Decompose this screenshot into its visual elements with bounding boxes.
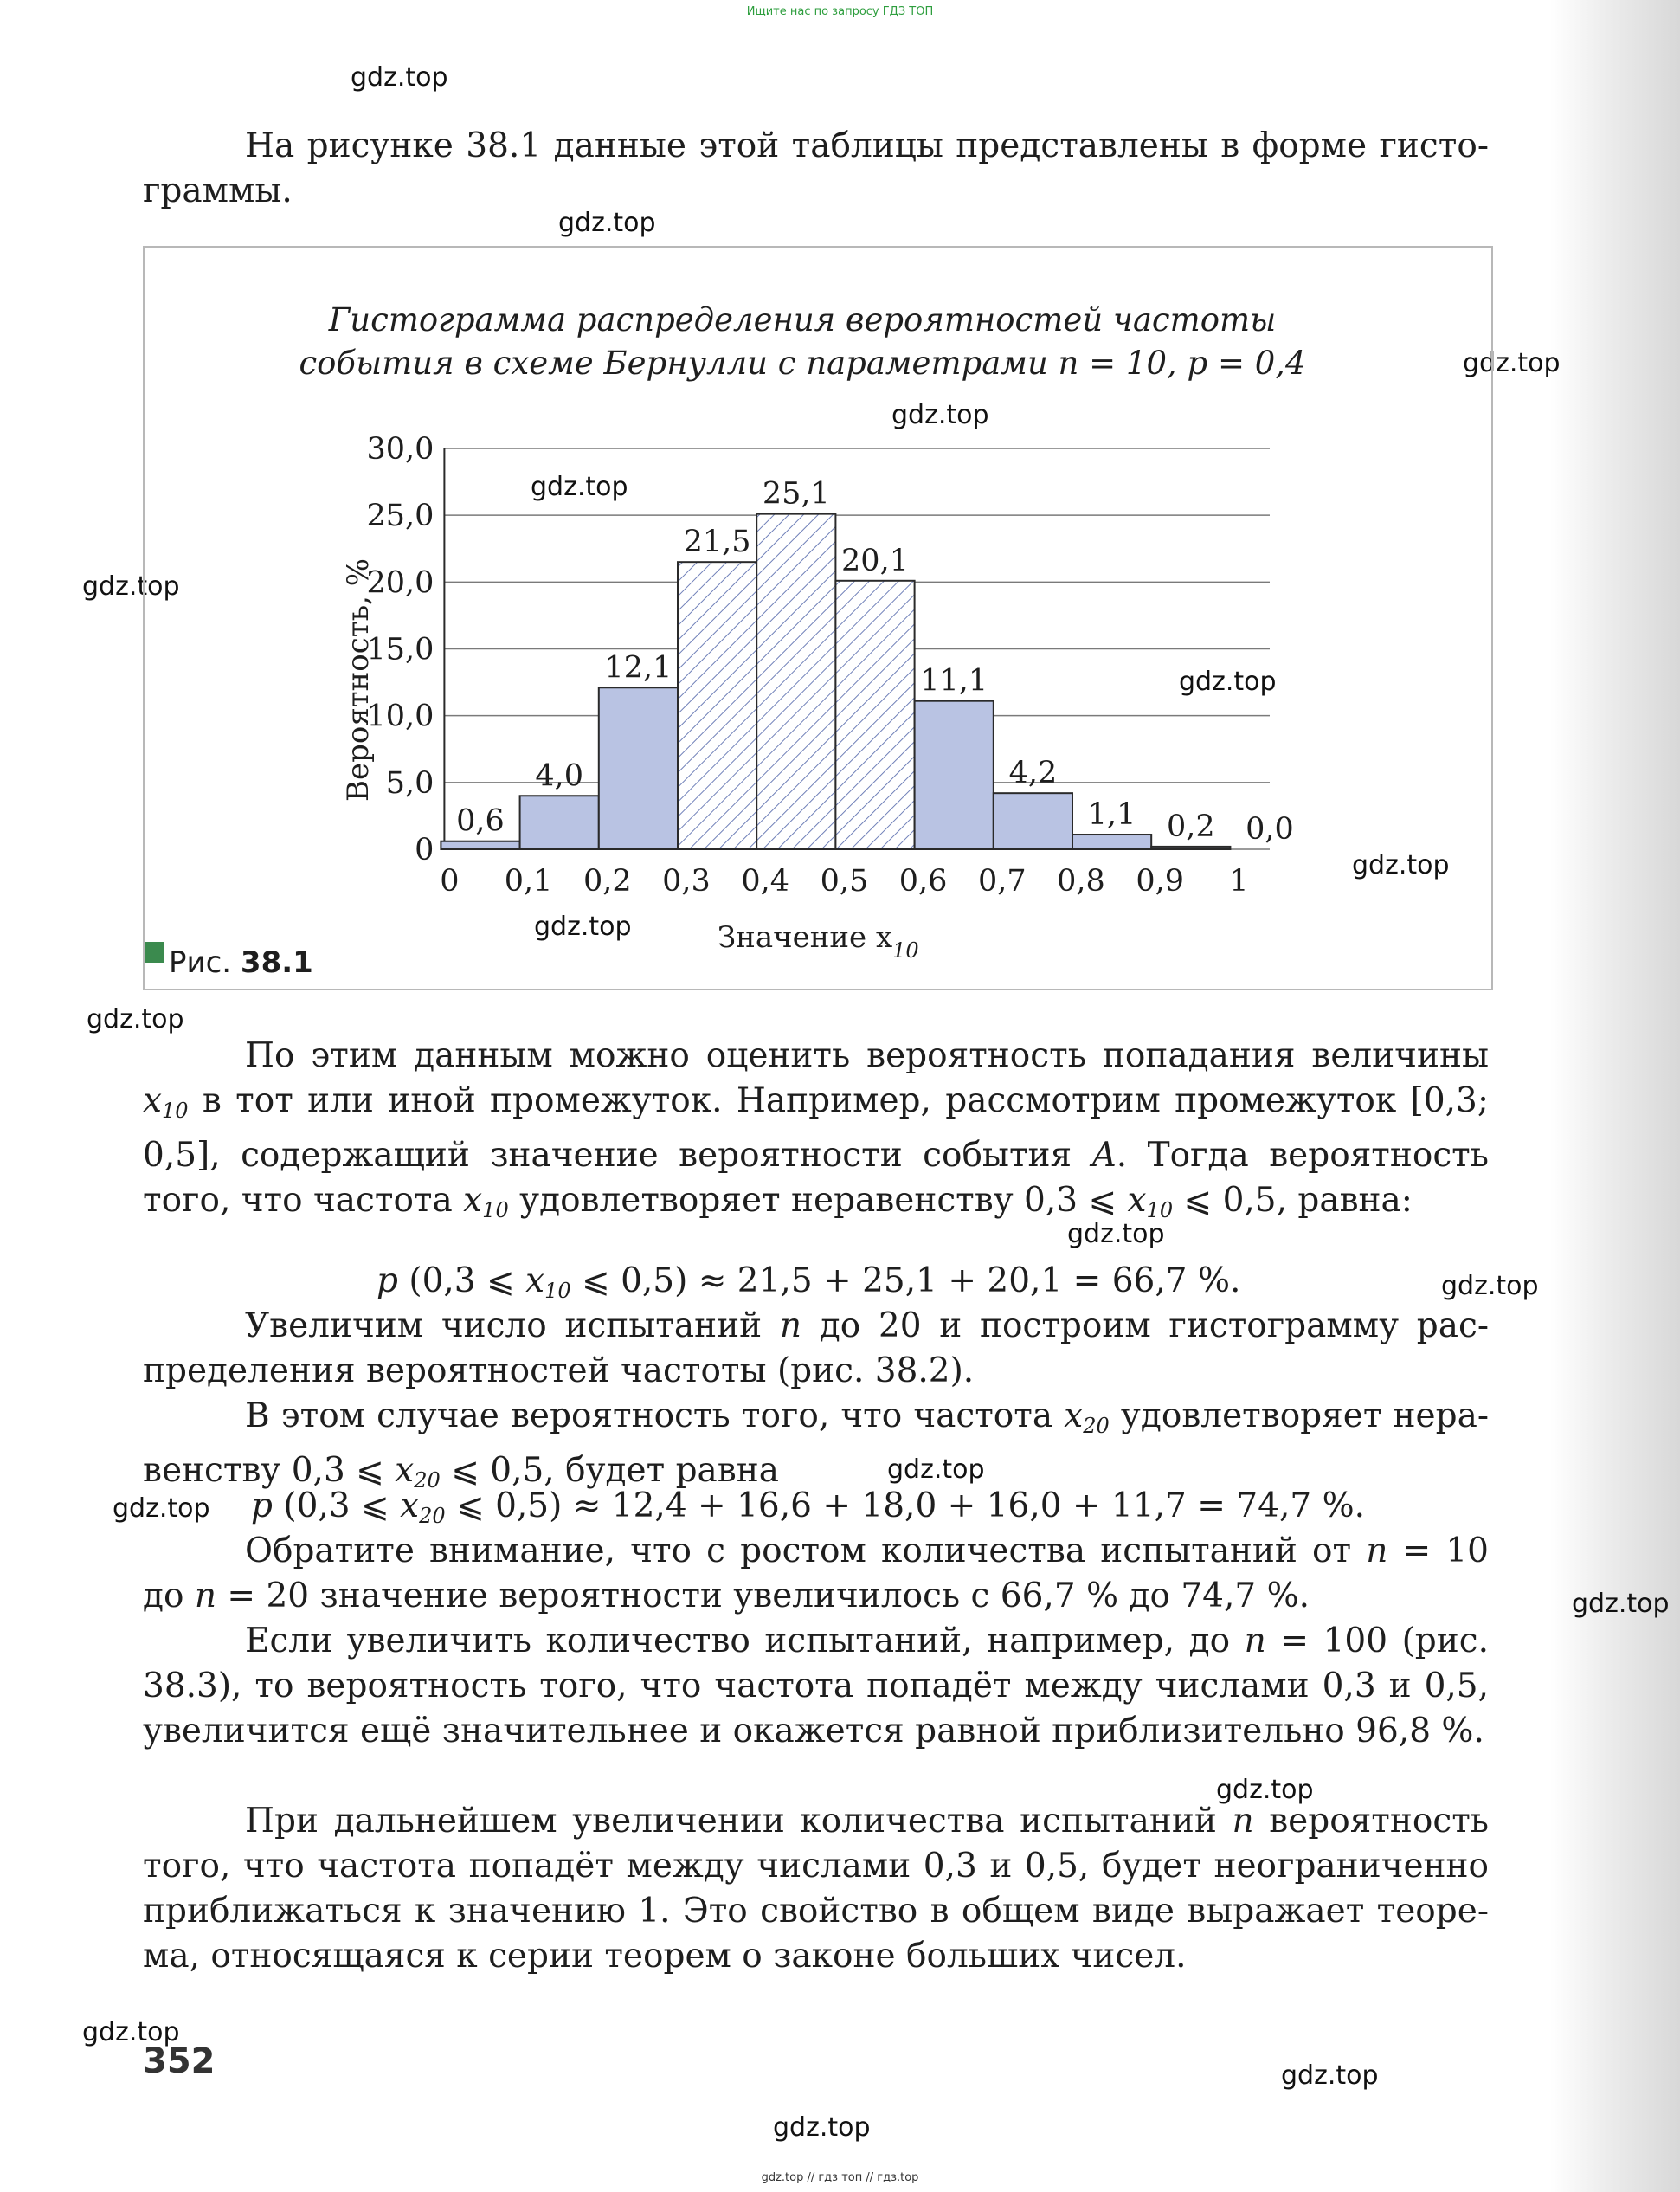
y-axis-ticks <box>366 432 434 867</box>
chart-title-line-2: события в схеме Бернулли с параметрами n = 10, p = 0,4 <box>299 345 1306 382</box>
bar-0,1 <box>520 796 599 849</box>
y-axis-label: Вероятность, % <box>341 558 376 802</box>
x-tick-2: 0,2 <box>583 864 632 899</box>
y-tick-2: 10,0 <box>366 699 434 734</box>
x-tick-7: 0,7 <box>977 864 1027 899</box>
bar-0,5 <box>835 581 914 849</box>
watermark[interactable]: gdz.top <box>351 62 448 93</box>
formula-2: p (0,3 ⩽ $x_{20}$ ⩽ 0,5) ≈ 12,4 + 16,6 + 18,0 + 16,0 + 11,7 = 74,7 %. <box>251 1486 1366 1528</box>
y-tick-4: 20,0 <box>366 565 434 601</box>
watermark[interactable]: gdz.top <box>773 2112 871 2143</box>
watermark[interactable]: gdz.top <box>113 1493 210 1524</box>
x-tick-0: 0 <box>440 864 460 899</box>
y-tick-3: 15,0 <box>366 632 434 667</box>
watermark[interactable]: gdz.top <box>1179 667 1277 697</box>
watermark[interactable]: gdz.top <box>82 571 180 602</box>
watermark[interactable]: gdz.top <box>887 1454 985 1485</box>
data-label-1: 0,0 <box>1246 812 1294 847</box>
bar-0,8 <box>1072 835 1151 849</box>
top-note: Ищите нас по запросу ГДЗ ТОП <box>746 5 934 18</box>
y-tick-1: 5,0 <box>385 765 434 801</box>
paragraph-note: Обратите внимание, что с ростом количества испытаний от n = 10 до n = 20 значение вероятности увеличилось с 66,7 % до 74,7 %. <box>143 1531 1489 1615</box>
page-edge-shadow <box>1550 0 1680 2192</box>
watermark[interactable]: gdz.top <box>534 912 632 942</box>
bar-0,7 <box>994 793 1072 849</box>
data-label-0,4: 25,1 <box>762 476 830 512</box>
watermark[interactable]: gdz.top <box>1441 1271 1539 1301</box>
paragraph-estimate: По этим данным можно оценить вероятность попадания величины $x_{10}$ в тот или иной промежуток. Например, рассмотрим промежуток [0,3; 0,5], содержащий значение вероятности события A. Тогда вероятность того, что частота $x_{10}$ удовлетворяет неравенству 0,3 ⩽ $x_{10}$ ⩽ 0,5, равна: <box>143 1036 1489 1222</box>
x-tick-9: 0,9 <box>1136 864 1185 899</box>
x-tick-10: 1 <box>1229 864 1249 899</box>
x-axis-label: Значение $x_{10}$ <box>718 920 919 963</box>
chart-title-line-1: Гистограмма распределения вероятностей частоты <box>328 301 1277 338</box>
data-label-0,7: 4,2 <box>1008 756 1058 791</box>
bar-0,4 <box>756 514 835 849</box>
data-label-0,5: 20,1 <box>841 543 909 578</box>
data-label-0,2: 12,1 <box>604 650 673 686</box>
watermark[interactable]: gdz.top <box>1463 348 1561 378</box>
watermark[interactable]: gdz.top <box>87 1004 184 1035</box>
paragraph-case-20: В этом случае вероятность того, что частота $x_{20}$ удовлетворяет неравенству 0,3 ⩽ $x_{20}$ ⩽ 0,5, будет равна <box>143 1396 1490 1492</box>
watermark[interactable]: gdz.top <box>531 472 628 502</box>
bar-0 <box>441 841 519 849</box>
watermark[interactable]: gdz.top <box>1352 850 1450 880</box>
figure-caption: Рис. 38.1 <box>169 945 313 980</box>
bar-0,2 <box>599 687 678 849</box>
watermark[interactable]: gdz.top <box>82 2017 180 2047</box>
data-label-0,8: 1,1 <box>1087 797 1136 833</box>
data-label-0,6: 11,1 <box>920 663 988 699</box>
data-label-0,9: 0,2 <box>1166 809 1215 844</box>
x-axis-ticks <box>440 864 1248 899</box>
paragraph-case-100: Если увеличить количество испытаний, например, до n = 100 (рис. 38.3), то вероятность того, что частота попадёт между числами 0,3 и 0,5, увеличится ещё значительнее и окажется равной приблизительно 96,8 %. <box>143 1621 1489 1750</box>
paragraph-intro: На рисунке 38.1 данные этой таблицы представлены в форме гистограммы. <box>143 126 1489 210</box>
watermark[interactable]: gdz.top <box>1067 1219 1165 1249</box>
data-label-0,1: 4,0 <box>535 758 584 794</box>
bar-0,3 <box>678 562 756 849</box>
x-tick-3: 0,3 <box>662 864 711 899</box>
figure-marker <box>145 942 164 963</box>
y-tick-0: 0 <box>415 833 434 867</box>
watermark[interactable]: gdz.top <box>1281 2060 1379 2091</box>
y-tick-6: 30,0 <box>366 432 434 467</box>
data-label-0,3: 21,5 <box>683 525 751 560</box>
x-tick-5: 0,5 <box>820 864 869 899</box>
paragraph-increase: Увеличим число испытаний n до 20 и построим гистограмму распределения вероятностей частоты (рис. 38.2). <box>143 1306 1489 1390</box>
x-tick-1: 0,1 <box>504 864 553 899</box>
x-tick-6: 0,6 <box>898 864 948 899</box>
histogram-chart <box>145 248 1491 989</box>
y-tick-5: 25,0 <box>366 499 434 534</box>
page-number: 352 <box>143 2041 216 2081</box>
bar-0,6 <box>915 701 994 849</box>
bottom-note: gdz.top // гдз топ // гдз.top <box>761 2171 919 2184</box>
paragraph-law: При дальнейшем увеличении количества испытаний n вероятность того, что частота попадёт между числами 0,3 и 0,5, будет неограниченно приближаться к значению 1. Это свойство в общем виде выражает теорема, относящаяся к серии теорем о законе больших чисел. <box>143 1802 1489 1976</box>
data-label-0: 0,6 <box>456 803 505 839</box>
watermark[interactable]: gdz.top <box>558 208 656 238</box>
watermark[interactable]: gdz.top <box>1216 1775 1314 1805</box>
x-tick-4: 0,4 <box>741 864 790 899</box>
watermark[interactable]: gdz.top <box>1572 1589 1670 1619</box>
formula-1: p (0,3 ⩽ $x_{10}$ ⩽ 0,5) ≈ 21,5 + 25,1 + 20,1 = 66,7 %. <box>377 1261 1241 1303</box>
bar-0,9 <box>1151 847 1230 849</box>
x-tick-8: 0,8 <box>1057 864 1105 899</box>
watermark[interactable]: gdz.top <box>891 400 989 430</box>
